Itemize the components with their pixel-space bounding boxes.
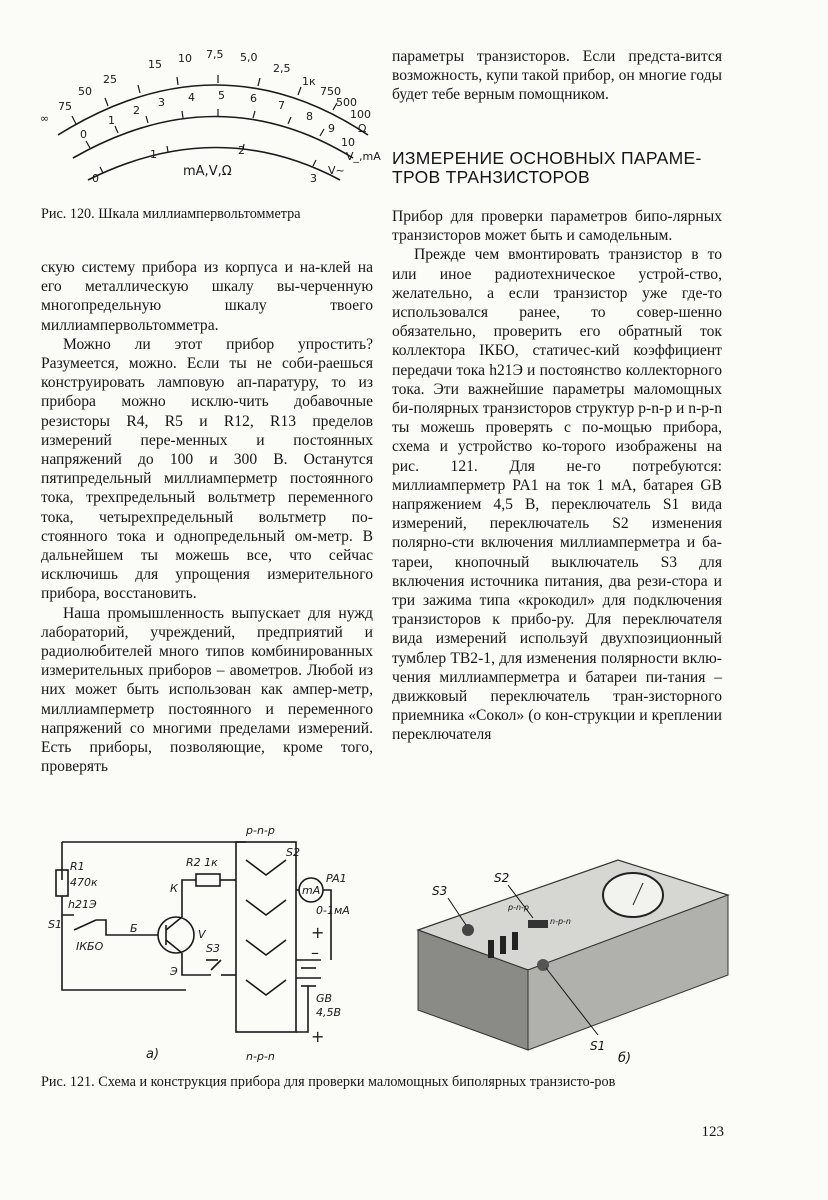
- r2-label: R2 1к: [186, 856, 218, 869]
- dc-label: 0: [80, 128, 87, 141]
- dc-label: 3: [158, 96, 165, 109]
- ac-label: 1: [150, 148, 157, 161]
- ohm-label: 7,5: [206, 48, 224, 61]
- ohm-label: 75: [58, 100, 72, 113]
- paragraph: Прежде чем вмонтировать транзистор в то или иное радиотехническое устрой-ство, желательно, а если транзистор уже где-то использовался ранее, то совер-шенно обязательно, проверить его обратный ток коллектора IКБО, статичес-кий коэффициент передачи тока h21Э и постоянство коллекторного тока. Эти важнейшие параметры маломощных би-полярных транзисторов структур p-n-p и n-p-n ты можешь проверять с по-мощью прибора, схема и устройство ко-торого изображены на рис. 121. Для не-го потребуются: миллиамперметр PA1 на ток 1 мА, батарея GB напряжением 4,5 В, переключатель S1 вида измерений, переключатель S2 изменения полярно-сти включения миллиамперметра и ба-тареи, кнопочный выключатель S3 для включения источника питания, два рези-стора и три зажима типа «крокодил» для подключения транзисторов к прибо-ру. Для переключателя вида измерений используй двухпозиционный тумблер ТВ2-1, для изменения полярности вклю-чения миллиамперметра и батареи пи-тания – движковый переключатель тран-зисторного приемника «Сокол» (о кон-струкции и креплении переключателя: [392, 246, 722, 744]
- ohm-label: 750: [320, 85, 341, 98]
- ohm-label: 50: [78, 85, 92, 98]
- figure-120-caption: Рис. 120. Шкала миллиампервольтомметра: [41, 206, 301, 222]
- s3-label: S3: [206, 942, 220, 955]
- paragraph: Наша промышленность выпускает для нужд лабораторий, учреждений, предприятий и радиолюбителей много типов комбинированных измерительных приборов – авометров. Любой из них может быть использован как ампер-метр, миллиамперметр постоянного и переменного напряжений со многими пределами измерений. Есть приборы, позволяющие, кроме того, проверять: [41, 604, 373, 776]
- ohm-label: 100: [350, 108, 371, 121]
- photo-s2-label: S2: [494, 871, 510, 885]
- photo-npn-label: n-р-n: [550, 917, 571, 926]
- figure-121-caption: Рис. 121. Схема и конструкция прибора для проверки маломощных биполярных транзисто-ров: [41, 1074, 616, 1090]
- photo-s1-label: S1: [590, 1039, 606, 1053]
- dc-label: 8: [306, 110, 313, 123]
- minus-sign: –: [311, 943, 319, 962]
- milliammeter-symbol: mA: [302, 884, 321, 897]
- dc-label: 1: [108, 114, 115, 127]
- gb-label: GB: [316, 992, 333, 1005]
- ohm-label-inf: ∞: [40, 112, 50, 125]
- paragraph: Прибор для проверки параметров бипо-лярных транзисторов может быть и самодельным.: [392, 208, 722, 245]
- transistor-tester-schematic: [46, 820, 386, 1070]
- part-b-label: б): [618, 1051, 632, 1066]
- dc-label: 2: [133, 104, 140, 117]
- photo-s3-label: S3: [432, 884, 448, 898]
- collector-label: К: [170, 882, 178, 895]
- s2-label: S2: [286, 846, 300, 859]
- ohm-label: 25: [103, 73, 117, 86]
- plus-sign: +: [311, 1027, 325, 1046]
- ohm-unit: Ω: [358, 122, 367, 135]
- ikbo-label: IКБО: [76, 940, 104, 953]
- paragraph: параметры транзисторов. Если предста-вится возможность, купи такой прибор, он многие годы будет тебе верным помощником.: [392, 48, 722, 104]
- pa1-label: PA1: [326, 872, 347, 885]
- ac-label: 0: [92, 172, 99, 185]
- left-column: [41, 258, 373, 776]
- plus-sign: +: [311, 923, 325, 942]
- dc-label: 10: [341, 136, 355, 149]
- scale-center-label: mA,V,Ω: [183, 164, 232, 179]
- dc-unit: V_,mA: [346, 150, 381, 163]
- r1-value: 470к: [70, 876, 98, 889]
- meter-face: [603, 873, 663, 917]
- paragraph: Можно ли этот прибор упростить? Разумеется, можно. Если ты не соби-раешься конструировать ламповую ап-паратуру, то из прибора можно исклю-чить добавочные резисторы R4, R5 и R12, R13 пределов измерений пере-менных и постоянных напряжений до 100 и 300 В. Останутся пятипредельный миллиамперметр постоянного тока, трехпредельный вольтметр переменного тока, четырехпредельный вольтметр по-стоянного тока и однопредельный ом-метр. В дальнейшем ты можешь все, что сейчас исключишь для упрощения измерительного прибора, восстановить.: [41, 335, 373, 603]
- ac-label: 3: [310, 172, 317, 185]
- ac-unit: V~: [328, 164, 345, 177]
- ohm-label: 500: [336, 96, 357, 109]
- part-a-label: а): [146, 1047, 160, 1062]
- paragraph: скую систему прибора из корпуса и на-клей на его металлическую шкалу вы-черченную многопредельную шкалу твоего миллиампервольтомметра.: [41, 259, 373, 334]
- base-label: Б: [130, 922, 138, 935]
- ohm-label: 5,0: [240, 51, 258, 64]
- ac-label: 2: [238, 144, 245, 157]
- section-heading: ИЗМЕРЕНИЕ ОСНОВНЫХ ПАРАМЕ-ТРОВ ТРАНЗИСТОРОВ: [392, 148, 702, 187]
- ohm-label: 1к: [302, 75, 316, 88]
- dc-label: 6: [250, 92, 257, 105]
- pa1-range: 0-1мА: [316, 904, 350, 917]
- device-photo: [408, 850, 738, 1070]
- gb-value: 4,5В: [316, 1006, 342, 1019]
- ohm-label: 2,5: [273, 62, 291, 75]
- ohm-label: 15: [148, 58, 162, 71]
- dc-label: 4: [188, 91, 195, 104]
- npn-label: n-p-n: [246, 1050, 275, 1063]
- dc-label: 5: [218, 89, 225, 102]
- ohm-label: 10: [178, 52, 192, 65]
- button-s3: [462, 924, 474, 936]
- r1-label: R1: [70, 860, 85, 873]
- dc-label: 7: [278, 99, 285, 112]
- right-column: [392, 207, 722, 745]
- right-column-top-text: [392, 47, 722, 105]
- meter-scale-figure: [28, 40, 388, 200]
- h21e-label: h21Э: [68, 898, 97, 911]
- transistor-label: V: [198, 928, 206, 941]
- pnp-label: p-n-p: [246, 824, 275, 837]
- dc-label: 9: [328, 122, 335, 135]
- emitter-label: Э: [170, 965, 178, 978]
- switch-s2: [528, 920, 548, 928]
- page-number: 123: [701, 1124, 724, 1140]
- photo-pnp-label: р-n-р: [508, 903, 529, 912]
- s1-label: S1: [48, 918, 62, 931]
